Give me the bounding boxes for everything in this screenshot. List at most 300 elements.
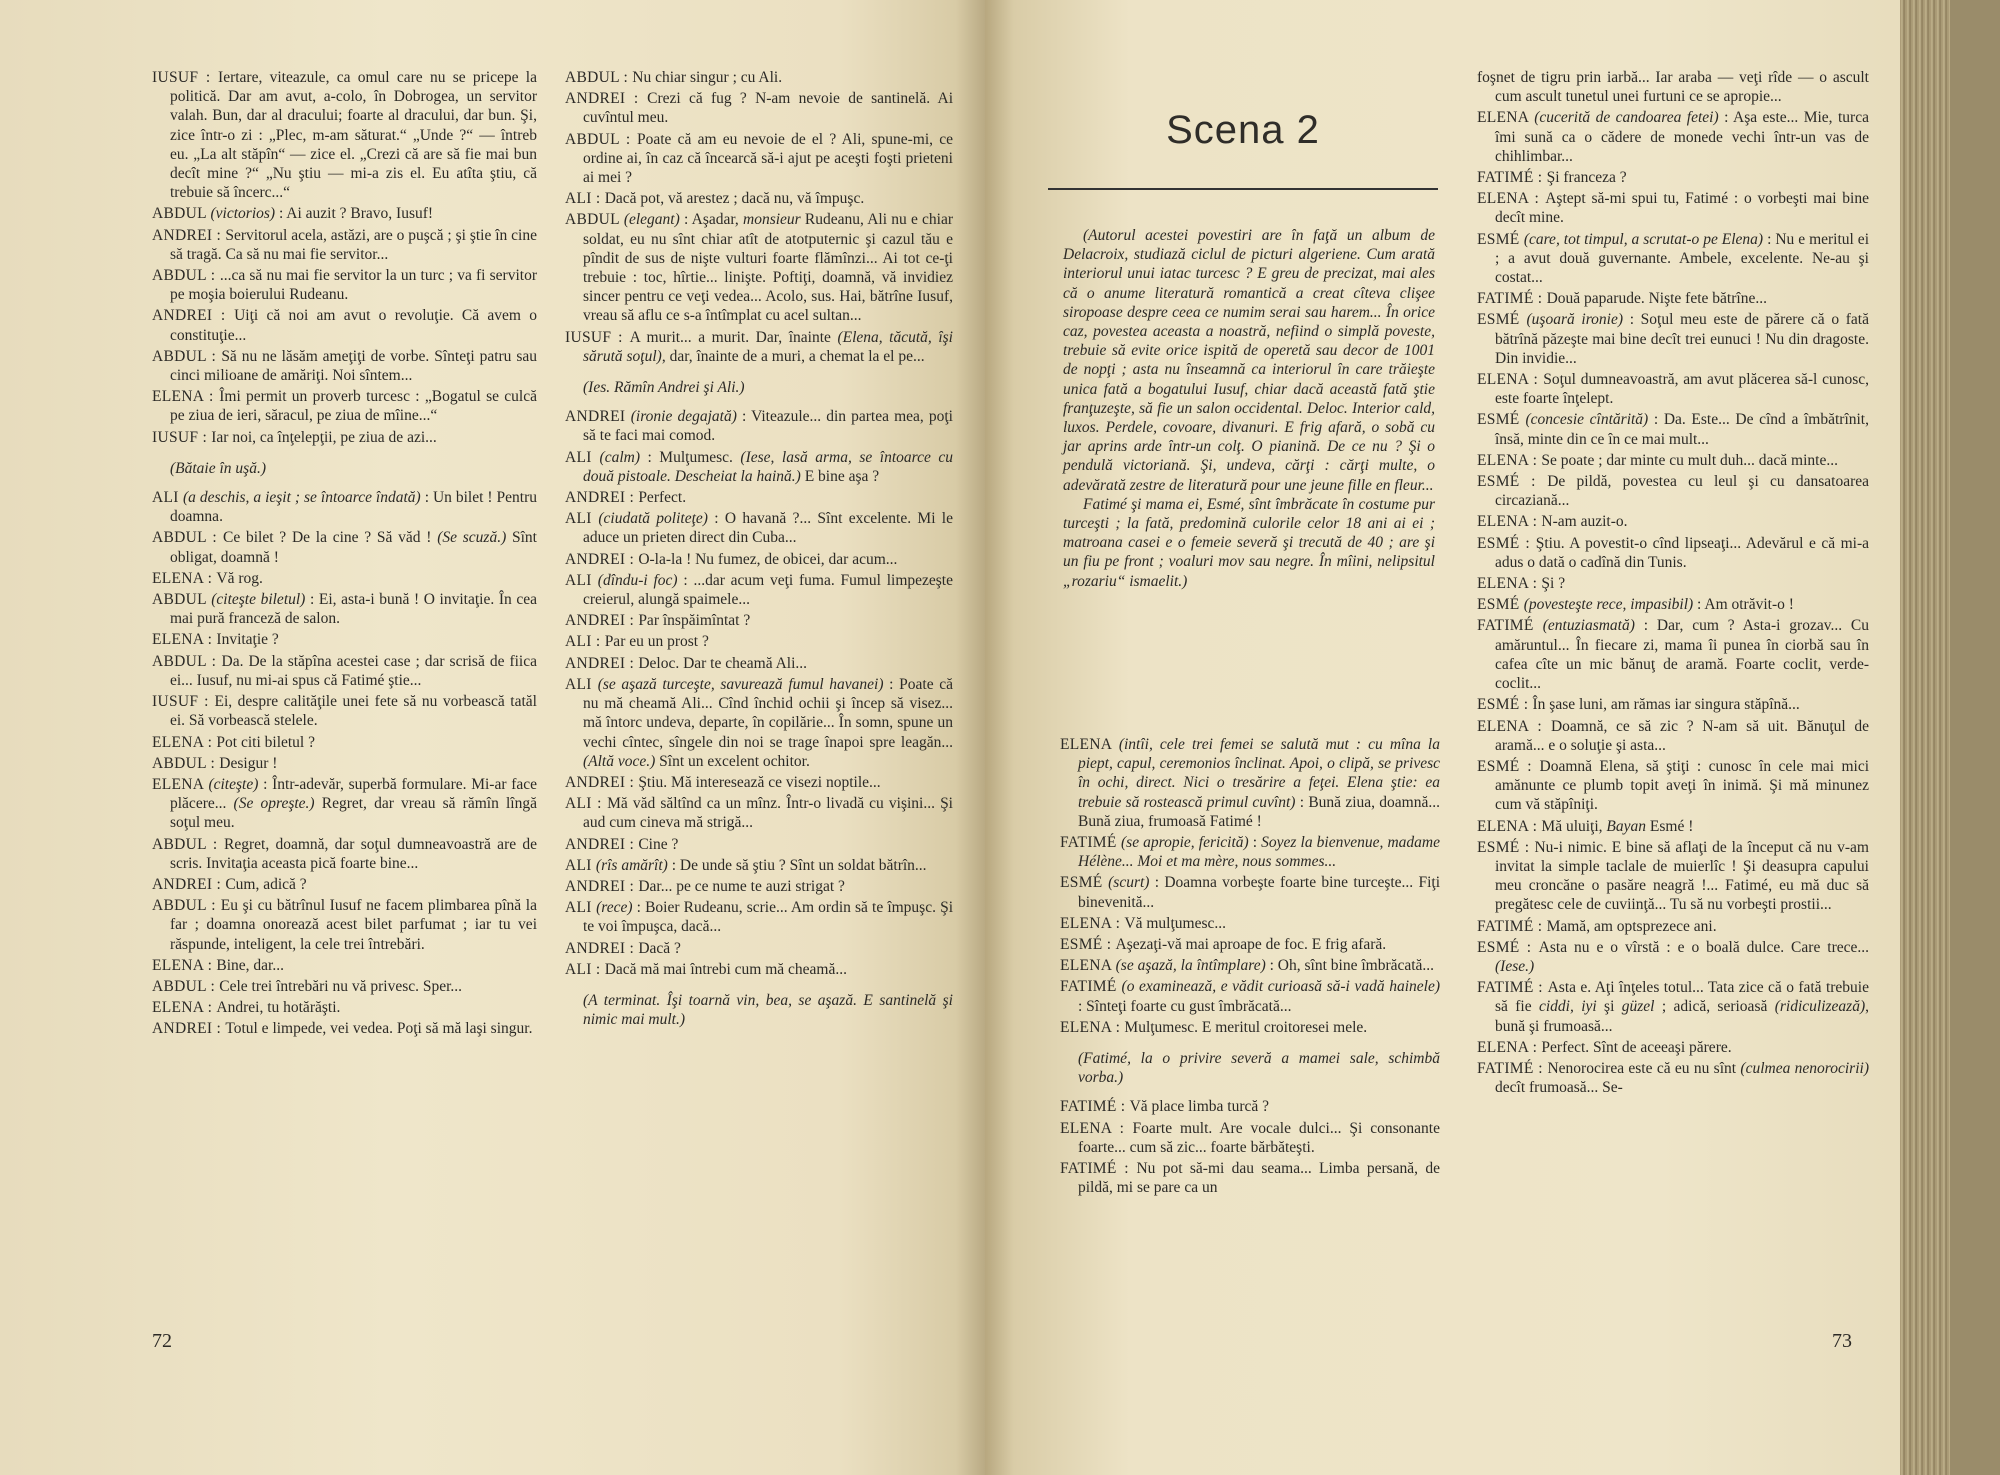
dialogue-line: [565, 794, 953, 832]
dialogue-line: [565, 960, 953, 979]
dialogue-text: Nu chiar singur ; cu Ali.: [632, 69, 783, 86]
dialogue-line: [565, 130, 953, 188]
dialogue-text: Esmé !: [1646, 817, 1694, 835]
speaker-name: ANDREI :: [565, 835, 639, 853]
speaker-name: ESMÉ: [1477, 311, 1527, 329]
stage-note: (a deschis, a ieşit ; se întoarce îndată): [183, 489, 421, 507]
dialogue-line: [1477, 717, 1869, 755]
dialogue-text: : Sînteţi foarte cu gust îmbrăcată...: [1078, 997, 1292, 1015]
speaker-name: ELENA: [1060, 736, 1119, 753]
speaker-name: ABDUL :: [152, 754, 220, 772]
page-edges: [1900, 0, 1950, 1475]
dialogue-text: Dacă ?: [638, 939, 681, 957]
stage-note: (Altă voce.): [583, 752, 656, 770]
speaker-name: ESMÉ :: [1477, 534, 1536, 552]
speaker-name: FATIMÉ :: [1477, 979, 1548, 997]
dialogue-line: [565, 835, 953, 854]
speaker-name: ABDUL :: [152, 347, 222, 365]
right-page-column-2: [1477, 68, 1869, 1099]
dialogue-text: : Da. Este... De cînd a îmbătrînit, însă, minte din ce în ce mai mult...: [1495, 411, 1869, 448]
speaker-name: FATIMÉ: [1060, 834, 1122, 852]
dialogue-text: Ştiu. A povestit-o cînd lipseaţi... Adevărul e că mi-a adus o dată o cadînă din Tunis.: [1495, 534, 1869, 571]
dialogue-line: [152, 266, 537, 304]
dialogue-text: Nenorocirea este că eu nu sînt: [1547, 1059, 1741, 1077]
dialogue-line: [1060, 956, 1440, 975]
dialogue-line: [152, 630, 537, 649]
stage-direction: (Ies. Rămîn Andrei şi Ali.): [583, 379, 745, 397]
dialogue-line: [1060, 935, 1440, 954]
dialogue-line: [1477, 310, 1869, 368]
dialogue-text: Par înspăimîntat ?: [638, 612, 751, 630]
speaker-name: ABDUL :: [152, 529, 224, 547]
dialogue-line: [565, 675, 953, 771]
speaker-name: ELENA :: [1477, 451, 1542, 469]
speaker-name: ABDUL :: [565, 130, 637, 148]
dialogue-line: [152, 733, 537, 752]
speaker-name: ANDREI :: [565, 550, 639, 568]
dialogue-line: [565, 68, 953, 87]
dialogue-line: [1060, 977, 1440, 1015]
speaker-name: FATIMÉ :: [1477, 1059, 1548, 1077]
dialogue-text: Mulţumesc. E meritul croitoresei mele.: [1124, 1018, 1368, 1036]
dialogue-text: : Poate că nu mă cheamă Ali... Cînd închid ochii şi încep să visez... mă întorc undeva, departe, în copilărie... În somn, spune un vechi cîntec, sîngele din noi se trage înapoi spre leagăn...: [583, 675, 953, 751]
dialogue-line: [565, 939, 953, 958]
dialogue-line: [152, 226, 537, 264]
dialogue-text: Regret, dar vreau să rămîn lîngă soţul meu.: [170, 795, 537, 832]
stage-note: güzel: [1621, 998, 1655, 1016]
stage-note: (se aşază turceşte, savurează fumul havanei): [597, 675, 884, 693]
dialogue-line: [565, 773, 953, 792]
stage-note: (o examinează, e vădit curioasă să-i vadă hainele): [1121, 978, 1440, 996]
dialogue-text: ; adică, serioasă: [1654, 998, 1775, 1016]
speaker-name: ABDUL: [152, 205, 211, 223]
dialogue-text: Rudeanu, Ali nu e chiar soldat, eu nu sînt chiar atît de atotputernic şi cazul tău e pîndit de sus de nişte vulturi foarte flămînzi... Ai tot ce-ţi trebuie : toc, hîrtie... linişte. Poftiţi, doamnă, vă invidiez sincer pentru ce veţi vedea... Acolo, sus. Hai, bătrîne Iusuf, vreau să aflu ce s-a întîmplat cu acel sultan...: [583, 211, 953, 325]
speaker-name: ELENA :: [1477, 513, 1542, 531]
dialogue-line: [152, 835, 537, 873]
dialogue-line: [1060, 1119, 1440, 1157]
dialogue-line: [152, 204, 537, 223]
speaker-name: ELENA :: [152, 733, 217, 751]
dialogue-text: : O havană ?... Sînt excelente. Mi le aduce un prieten direct din Cuba...: [583, 510, 953, 547]
dialogue-text: : Mulţumesc.: [639, 448, 741, 466]
speaker-name: IUSUF :: [565, 328, 630, 346]
dialogue-text: Ei, despre calităţile unei fete să nu vorbească tatăl ei. Să vorbească stelele.: [170, 693, 537, 730]
speaker-name: ESMÉ: [1477, 596, 1524, 614]
dialogue-line: [1477, 230, 1869, 288]
dialogue-line: [565, 448, 953, 486]
left-page-column-2: [565, 68, 953, 1039]
dialogue-line: [152, 998, 537, 1017]
dialogue-line: [1477, 978, 1869, 1036]
scene-title: Scena 2: [1166, 108, 1320, 152]
dialogue-text: : Boier Rudeanu, scrie... Am ordin să te împuşc. Şi te voi împuşca, dacă...: [583, 899, 953, 936]
dialogue-line: [152, 652, 537, 690]
speaker-name: ANDREI :: [565, 90, 648, 108]
stage-note: monsieur: [743, 211, 801, 229]
dialogue-line: [1477, 1038, 1869, 1057]
dialogue-text: Cine ?: [638, 835, 679, 853]
dialogue-text: Mamă, am optsprezece ani.: [1546, 917, 1717, 935]
stage-note: (ironie degajată): [630, 408, 737, 426]
dialogue-text: Sînt obligat, doamnă !: [170, 529, 537, 566]
speaker-name: ELENA :: [1477, 1038, 1542, 1056]
dialogue-text: Dar... pe ce nume te auzi strigat ?: [638, 877, 845, 895]
speaker-name: ALI :: [565, 960, 605, 978]
dialogue-line: [1477, 938, 1869, 976]
dialogue-text: : Într-adevăr, superbă formulare. Mi-ar face plăcere...: [170, 775, 537, 813]
speaker-name: ALI: [565, 448, 600, 466]
speaker-name: ESMÉ :: [1477, 757, 1540, 775]
speaker-name: ANDREI :: [565, 939, 639, 957]
dialogue-text: Nu-i nimic. E bine să aflaţi de la început că nu v-am invitat la simple taclale de muierlîc ! Şi deasupra capului meu croncăne o pasăre neagră !... Fatimé, eu mă duc să pregătesc cele de cuviinţă... Tu să nu vorbeşti prostii...: [1495, 838, 1869, 914]
stage-note: (uşoară ironie): [1526, 311, 1624, 329]
dialogue-text: Aşezaţi-vă mai aproape de foc. E frig afară.: [1115, 936, 1387, 954]
stage-note: (rîs amărît): [595, 856, 668, 874]
speaker-name: ELENA :: [1060, 1018, 1125, 1036]
dialogue-line: [152, 754, 537, 773]
stage-note: (povesteşte rece, impasibil): [1523, 596, 1694, 614]
dialogue-line: [1477, 472, 1869, 510]
dialogue-line: [152, 956, 537, 975]
dialogue-text: Doamnă Elena, să ştiţi : cunosc în cele mai mici amănunte ce plumb topit aveţi în inimă. Şi mă minunez cum vă stăpîniţi.: [1495, 757, 1869, 814]
dialogue-line: [152, 1019, 537, 1038]
stage-note: (care, tot timpul, a scrutat-o pe Elena): [1523, 230, 1764, 248]
dialogue-line: [1477, 757, 1869, 815]
dialogue-text: Îmi permit un proverb turcesc : „Bogatul se culcă pe ziua de ieri, săracul, pe ziua de mîine...“: [170, 388, 537, 425]
speaker-name: ANDREI :: [565, 612, 639, 630]
dialogue-text: Poate că am eu nevoie de el ? Ali, spune-mi, ce ordine ai, în caz că încearcă să-i ajut pe aceşti foşti prieteni ai mei ?: [583, 130, 953, 187]
stage-note: (ridiculizează): [1774, 998, 1866, 1016]
speaker-name: IUSUF :: [152, 693, 215, 711]
dialogue-text: : Viteazule... din partea mea, poţi să te faci mai comod.: [583, 408, 953, 445]
dialogue-text: Pot citi biletul ?: [216, 733, 315, 751]
dialogue-text: : Ai auzit ? Bravo, Iusuf!: [275, 205, 434, 223]
dialogue-text: , bună şi frumoasă...: [1495, 998, 1869, 1035]
dialogue-text: Totul e limpede, vei vedea. Poţi să mă laşi singur.: [225, 1020, 533, 1038]
speaker-name: FATIMÉ :: [1060, 1098, 1130, 1116]
dialogue-line: [1060, 1159, 1440, 1197]
dialogue-text: foşnet de tigru prin iarbă... Iar araba — veţi rîde — o ascult cum ascult tunetul unei furtuni ce se apropie...: [1477, 69, 1869, 106]
stage-note: (Se opreşte.): [233, 795, 315, 813]
stage-note: (culmea nenorocirii): [1740, 1059, 1869, 1077]
speaker-name: ALI: [152, 489, 183, 507]
speaker-name: ESMÉ :: [1477, 938, 1539, 956]
speaker-name: ANDREI :: [152, 226, 226, 244]
dialogue-line: [1477, 68, 1869, 106]
dialogue-text: O-la-la ! Nu fumez, de obicei, dar acum...: [638, 550, 898, 568]
speaker-name: FATIMÉ :: [1060, 1160, 1137, 1178]
speaker-name: ELENA :: [1477, 371, 1544, 389]
stage-note: (scurt): [1108, 874, 1150, 892]
dialogue-line: [1477, 451, 1869, 470]
dialogue-text: : Nu e meritul ei ; a avut două guvernante. Ambele, excelente. Ne-au şi costat...: [1495, 230, 1869, 287]
stage-note: (calm): [599, 448, 640, 466]
dialogue-line: [152, 387, 537, 425]
stage-note: (entuziasmată): [1542, 617, 1635, 635]
stage-note: (victorios): [210, 205, 276, 223]
dialogue-line: [152, 977, 537, 996]
stage-note: (se apropie, fericită): [1121, 834, 1249, 852]
dialogue-line: [1477, 595, 1869, 614]
dialogue-text: : Am otrăvit-o !: [1693, 596, 1794, 614]
speaker-name: ESMÉ :: [1477, 696, 1533, 714]
dialogue-text: Perfect.: [638, 489, 687, 507]
speaker-name: ELENA :: [152, 631, 217, 649]
stage-note: Soyez la bienvenue, madame Hélène... Moi et ma mère, nous sommes...: [1078, 834, 1440, 871]
speaker-name: ESMÉ: [1477, 230, 1524, 248]
dialogue-line: [1060, 735, 1440, 831]
speaker-name: ANDREI :: [565, 654, 639, 672]
dialogue-text: Mă văd săltînd ca un mînz. Într-o livadă cu vişini... Şi aud cum cineva mă strigă...: [583, 795, 953, 832]
dialogue-text: Asta e. Aţi înţeles totul... Tata zice că o fată trebuie să fie: [1495, 979, 1869, 1016]
speaker-name: ELENA: [1060, 957, 1116, 975]
dialogue-text: Dacă mă mai întrebi cum mă cheamă...: [604, 960, 847, 978]
dialogue-line: [565, 407, 953, 445]
dialogue-line: [1477, 534, 1869, 572]
speaker-name: ALI: [565, 899, 597, 917]
dialogue-text: Perfect. Sînt de aceeaşi părere.: [1541, 1038, 1732, 1056]
dialogue-text: Se poate ; dar minte cu mult duh... dacă minte...: [1541, 451, 1838, 469]
stage-direction: (Fatimé, la o privire severă a mamei sale, schimbă vorba.): [1078, 1050, 1440, 1087]
speaker-name: ELENA :: [152, 569, 217, 587]
dialogue-line: [1477, 1059, 1869, 1097]
dialogue-text: : De unde să ştiu ? Sînt un soldat bătrîn...: [667, 856, 927, 874]
dialogue-text: Desigur !: [219, 754, 278, 772]
dialogue-line: [1477, 189, 1869, 227]
dialogue-text: : Aşa este... Mie, turca îmi sună ca o cădere de monede vechi într-un vas de chihlimbar...: [1495, 109, 1869, 165]
stage-note: (Iese.): [1495, 957, 1535, 975]
dialogue-line: [152, 428, 537, 447]
speaker-name: ESMÉ :: [1477, 838, 1535, 856]
speaker-name: ABDUL :: [152, 897, 221, 915]
dialogue-text: Cum, adică ?: [225, 875, 307, 893]
dialogue-text: Servitorul acela, astăzi, are o puşcă ; şi ştie în cine să tragă. Ca să nu mai fie servitor...: [170, 226, 537, 263]
stage-note: (Se scuză.): [437, 529, 507, 547]
dialogue-line: [152, 590, 537, 628]
dialogue-line: [565, 328, 953, 366]
dialogue-line: [1477, 168, 1869, 187]
dialogue-text: Eu şi cu bătrînul Iusuf ne facem plimbarea pînă la far ; doamna onorează acest bilet parfumat ; iar tu vei răspunde, inteligent, la cele trei întrebări.: [170, 897, 537, 953]
speaker-name: ANDREI :: [565, 489, 639, 507]
dialogue-text: Două paparude. Nişte fete bătrîne...: [1546, 290, 1767, 308]
dialogue-line: [1477, 917, 1869, 936]
dialogue-text: Vă mulţumesc...: [1124, 914, 1226, 932]
dialogue-text: : Un bilet ! Pentru doamna.: [170, 489, 537, 526]
dialogue-text: decît frumoasă... Se-: [1495, 1079, 1623, 1097]
dialogue-text: Crezi că fug ? N-am nevoie de santinelă. Ai cuvîntul meu.: [583, 90, 953, 127]
dialogue-text: Doamnă, ce să zic ? N-am să uit. Bănuţul de aramă... e o soluţie şi asta...: [1495, 717, 1869, 754]
stage-note: (rece): [596, 899, 633, 917]
speaker-name: ANDREI :: [152, 1020, 226, 1038]
dialogue-line: [565, 571, 953, 609]
stage-note: (citeşte biletul): [211, 591, 306, 609]
scene-title-rule: [1048, 188, 1438, 190]
dialogue-text: : Soţul meu este de părere că o fată bătrînă păzeşte mai bine decît trei eunuci ! Nu din dragoste. Din invidie...: [1495, 311, 1869, 367]
dialogue-text: Mă uluiţi,: [1541, 817, 1607, 835]
speaker-name: ELENA :: [1060, 1119, 1133, 1137]
dialogue-text: :: [1248, 834, 1262, 852]
dialogue-line: [1060, 833, 1440, 871]
dialogue-line: [565, 210, 953, 325]
speaker-name: ALI: [565, 510, 599, 528]
stage-note: (ciudată politeţe): [598, 510, 708, 528]
speaker-name: FATIMÉ :: [1477, 290, 1547, 308]
dialogue-text: Soţul dumneavoastră, am avut plăcerea să-l cunosc, este foarte înţelept.: [1495, 371, 1869, 408]
dialogue-text: Vă rog.: [216, 569, 263, 587]
dialogue-line: [152, 775, 537, 833]
stage-direction: (Bătaie în uşă.): [170, 459, 266, 477]
scene-intro: [1063, 226, 1435, 591]
dialogue-line: [1477, 289, 1869, 308]
dialogue-line: [565, 632, 953, 651]
dialogue-text: Şi franceza ?: [1546, 169, 1627, 187]
stage-note: (cucerită de candoarea fetei): [1534, 109, 1719, 127]
dialogue-text: Şi ?: [1541, 575, 1566, 593]
speaker-name: ALI: [565, 856, 596, 874]
speaker-name: ABDUL :: [565, 69, 633, 86]
speaker-name: ELENA :: [152, 999, 217, 1017]
dialogue-line: [565, 654, 953, 673]
speaker-name: ESMÉ :: [1477, 473, 1548, 491]
speaker-name: ELENA: [152, 775, 209, 793]
dialogue-line: [565, 509, 953, 547]
dialogue-text: Andrei, tu hotărăşti.: [216, 999, 341, 1017]
speaker-name: ELENA :: [1477, 717, 1551, 735]
dialogue-text: A murit... a murit. Dar, înainte: [629, 328, 838, 346]
dialogue-text: : Oh, sînt bine îmbrăcată...: [1265, 957, 1435, 975]
dialogue-text: Vă place limba turcă ?: [1129, 1098, 1270, 1116]
dialogue-text: : Bună ziua, doamnă... Bună ziua, frumoasă Fatimé !: [1078, 793, 1440, 830]
stage-note: (citeşte): [208, 775, 259, 793]
dialogue-line: [1477, 817, 1869, 836]
dialogue-text: Nu pot să-mi dau seama... Limba persană, de pildă, mi se pare ca un: [1078, 1160, 1440, 1197]
dialogue-line: [152, 306, 537, 344]
speaker-name: ELENA :: [1060, 914, 1125, 932]
speaker-name: ELENA :: [1477, 190, 1546, 208]
dialogue-text: şi: [1596, 998, 1622, 1016]
speaker-name: ALI: [565, 571, 598, 589]
dialogue-text: Sînt un excelent ochitor.: [655, 752, 810, 770]
dialogue-line: [565, 856, 953, 875]
stage-note: ciddi, iyi: [1538, 998, 1597, 1016]
stage-note: (Elena, tăcută, îşi sărută soţul): [583, 328, 953, 365]
dialogue-line: [152, 488, 537, 526]
dialogue-text: Ştiu. Mă interesează ce visezi noptile...: [638, 773, 881, 791]
dialogue-line: [152, 569, 537, 588]
dialogue-text: : Aşadar,: [679, 211, 743, 229]
right-page-column-1: [1060, 735, 1440, 1199]
dialogue-line: [1477, 108, 1869, 166]
speaker-name: ABDUL: [152, 591, 212, 609]
intro-paragraph-1: (Autorul acestei povestiri are în faţă un album de Delacroix, studiază ciclul de picturi algeriene. Cum arată interiorul unui iatac turcesc ? E greu de precizat, mai ales că o anume literatură romantică a creat cîteva clişee siropoase despre ceea ce numim serai sau harem... În orice caz, povestea aceasta a noastră, nefiind o simplă poveste, trebuie să evite orice ispită de operetă sau decor de 1001 de nopţi ; asta nu înseamnă ca interiorul în care trăieşte unica fată a bogatului Iusuf, chiar dacă această fată ştie franţuzeşte, să fie un salon occidental. Deloc. Interior cald, luxos. Perdele, covoare, divanuri. E frig afară, o sobă cu jar aprins arde într-un colţ. O pianină. De ce nu ? Şi o pendulă victoriană. Şi, undeva, cărţi : cărţi multe, o adevărată zestre de literatură pour une jeune fille en fleur...: [1063, 227, 1435, 494]
dialogue-text: : ...dar acum veţi fuma. Fumul limpezeşte creierul, alungă spaimele...: [583, 571, 953, 609]
dialogue-line: [565, 550, 953, 569]
dialogue-text: Bine, dar...: [216, 956, 284, 974]
dialogue-text: Aştept să-mi spui tu, Fatimé : o vorbeşti mai bine decît mine.: [1495, 190, 1869, 227]
dialogue-line: [1477, 370, 1869, 408]
dialogue-line: [152, 347, 537, 385]
dialogue-line: [565, 488, 953, 507]
dialogue-text: Invitaţie ?: [216, 631, 279, 649]
left-page-column-1: [152, 68, 537, 1041]
dialogue-text: Cele trei întrebări nu vă privesc. Sper...: [219, 977, 463, 995]
speaker-name: IUSUF :: [152, 428, 212, 446]
page-number-right: 73: [1832, 1330, 1852, 1352]
dialogue-line: [152, 68, 537, 202]
dialogue-text: Ce bilet ? De la cine ? Să văd !: [223, 529, 438, 547]
speaker-name: ANDREI :: [152, 307, 235, 325]
stage-note: (intîi, cele trei femei se salută mut : cu mîna la piept, capul, ceremonios înclinat. Apoi, o clipă, se privesc în ochi, direct. Nici o tresărire a feţei. Elena ştie: ea trebuie să rostească primul cuvînt): [1078, 736, 1440, 811]
page-number-left: 72: [152, 1330, 172, 1352]
dialogue-line: [152, 896, 537, 954]
dialogue-text: Da. De la stăpîna acestei case ; dar scrisă de fiica ei... Iusuf, nu mi-ai spus că Fatimé ştie...: [170, 652, 537, 689]
stage-note: Bayan: [1606, 817, 1647, 835]
dialogue-text: Uiţi că noi am avut o revoluţie. Că avem o constituţie...: [170, 307, 537, 344]
speaker-name: ABDUL :: [152, 835, 225, 853]
dialogue-line: [1477, 574, 1869, 593]
dialogue-line: [565, 611, 953, 630]
speaker-name: IUSUF :: [152, 69, 219, 86]
dialogue-line: [1477, 512, 1869, 531]
dialogue-text: Foarte mult. Are vocale dulci... Şi consonante foarte... cum să zic... foarte bărbăteşti.: [1078, 1119, 1440, 1156]
stage-note: (se aşază, la întîmplare): [1115, 957, 1266, 975]
dialogue-line: [1060, 1018, 1440, 1037]
dialogue-line: [1477, 616, 1869, 693]
speaker-name: FATIMÉ :: [1477, 169, 1547, 187]
dialogue-line: [1477, 838, 1869, 915]
speaker-name: ALI :: [565, 795, 608, 813]
dialogue-text: Par eu un prost ?: [604, 633, 709, 651]
dialogue-text: : Ei, asta-i bună ! O invitaţie. În cea mai pură franceză de salon.: [170, 591, 537, 628]
dialogue-line: [152, 875, 537, 894]
dialogue-line: [1060, 873, 1440, 911]
dialogue-line: [1477, 410, 1869, 448]
intro-paragraph-2: Fatimé şi mama ei, Esmé, sînt îmbrăcate în costume pur turceşti ; la fată, predomină culorile celor 18 ani ai ei ; matroana casei e o femeie severă şi trecută de 40 ; are şi un fiu pe front ; voaluri mov sau negre. În mîini, nelipsitul „rozariu“ ismaelit.): [1063, 495, 1435, 590]
speaker-name: ELENA :: [1477, 817, 1542, 835]
speaker-name: ELENA :: [152, 956, 217, 974]
dialogue-text: : Dar, cum ? Asta-i grozav... Cu amăruntul... În fiecare zi, mama îi punea în ciorbă sau în cafea cîte un mic bănuţ de aramă. Foarte coclit, verde-coclit...: [1495, 617, 1869, 693]
speaker-name: FATIMÉ: [1477, 617, 1543, 635]
speaker-name: ANDREI: [565, 408, 631, 426]
speaker-name: FATIMÉ: [1060, 978, 1122, 996]
speaker-name: ABDUL :: [152, 652, 222, 670]
dialogue-text: Regret, doamnă, dar soţul dumneavoastră are de scris. Invitaţia aceasta pică foarte bine...: [170, 835, 537, 872]
speaker-name: FATIMÉ :: [1477, 917, 1547, 935]
speaker-name: ESMÉ :: [1060, 936, 1116, 954]
dialogue-line: [565, 189, 953, 208]
dialogue-line: [1060, 1097, 1440, 1116]
speaker-name: ALI: [565, 675, 598, 693]
dialogue-line: [565, 89, 953, 127]
dialogue-text: , dar, înainte de a muri, a chemat la el pe...: [661, 347, 925, 365]
stage-direction: (A terminat. Îşi toarnă vin, bea, se aşază. E santinelă şi nimic mai mult.): [583, 991, 953, 1029]
dialogue-text: ...ca să nu mai fie servitor la un turc ; va fi servitor pe moşia boierului Rudeanu.: [170, 267, 537, 304]
speaker-name: ESMÉ: [1060, 874, 1109, 892]
speaker-name: ELENA :: [1477, 575, 1542, 593]
dialogue-text: : Doamna vorbeşte foarte bine turceşte... Fiţi binevenită...: [1078, 874, 1441, 911]
dialogue-text: Asta nu e o vîrstă : e o boală dulce. Care trece...: [1538, 938, 1869, 956]
speaker-name: ABDUL :: [152, 267, 220, 285]
left-page: [0, 0, 985, 1475]
dialogue-text: Iertare, viteazule, ca omul care nu se pricepe la politică. Dar am avut, a-colo, în Dobrogea, un servitor valah. Bun, dar al dracului; foarte al dracului, dar bun. Şi, zice într-o zi : „Plec, m-am săturat.“ „Unde ?“ — întreb eu. „La alt stăpîn“ — zice el. „Crezi că are să fie mai bun decît mine ?“ „Nu ştiu — mi-a zis el. Eu atîta ştiu, că trebuie să încerc...“: [170, 69, 537, 202]
dialogue-line: [1060, 914, 1440, 933]
speaker-name: ESMÉ: [1477, 411, 1526, 429]
dialogue-line: [152, 692, 537, 730]
speaker-name: ALI :: [565, 633, 605, 651]
dialogue-line: [1477, 695, 1869, 714]
stage-note: (Iese, lasă arma, se întoarce cu două pistoale. Descheiat la haină.): [583, 448, 953, 485]
speaker-name: ABDUL: [565, 211, 624, 229]
